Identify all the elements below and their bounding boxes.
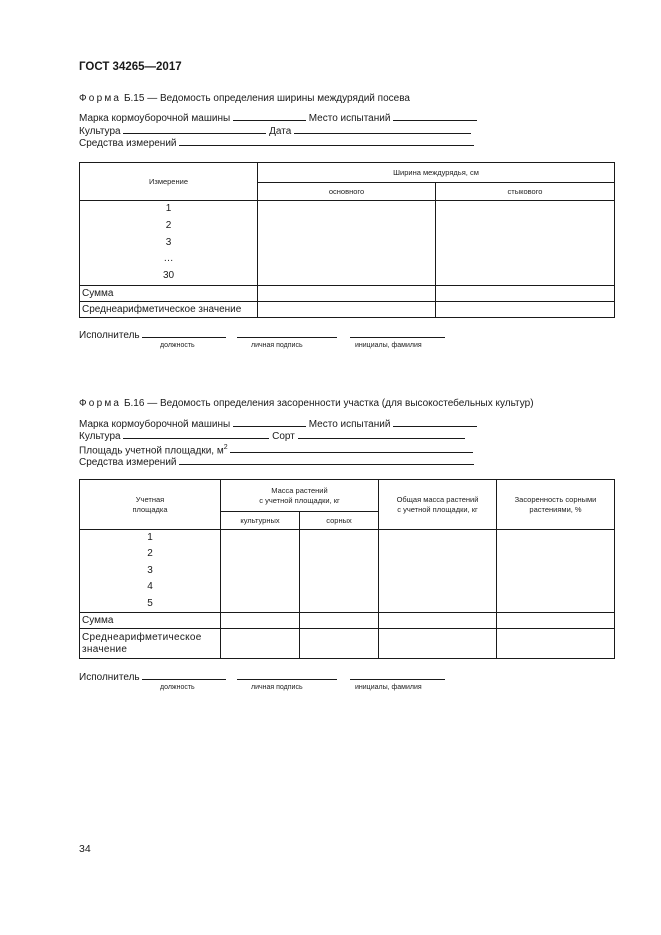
- form15-table: [79, 162, 615, 318]
- table-row: 2: [165, 219, 172, 231]
- initials-caption: инициалы, фамилия: [355, 684, 422, 691]
- form15-place-label: Место испытаний: [308, 113, 391, 124]
- initials-blank[interactable]: [350, 328, 445, 338]
- position-blank[interactable]: [142, 670, 226, 680]
- signature-blank[interactable]: [237, 328, 337, 338]
- form15-mean-label: Среднеарифметическое значение: [80, 301, 258, 317]
- form16-form-word: Форма: [79, 398, 122, 409]
- form16-sum-cult[interactable]: [221, 613, 300, 629]
- table-row: 5: [147, 597, 153, 609]
- signature-blank[interactable]: [237, 670, 337, 680]
- form16-mean-cult[interactable]: [221, 629, 300, 659]
- form15-col-main: основного: [258, 183, 436, 201]
- form16-mean-weed[interactable]: [300, 629, 379, 659]
- form15-caption: [79, 93, 410, 104]
- form16-mean-line1: Среднеарифметическое: [82, 631, 202, 643]
- form16-col-mass-line1: Масса растений: [271, 485, 328, 495]
- form16-field-row-2: [79, 429, 465, 443]
- executor-label: Исполнитель: [79, 330, 140, 341]
- form16-mean-infest[interactable]: [497, 629, 615, 659]
- form16-area-superscript: 2: [223, 444, 228, 451]
- form15-mean-main[interactable]: [258, 301, 436, 317]
- form16-sum-total[interactable]: [379, 613, 497, 629]
- document-code: ГОСТ 34265—2017: [79, 61, 182, 73]
- table-row: 4: [147, 581, 153, 593]
- form16-sum-infest[interactable]: [497, 613, 615, 629]
- table-row: 30: [162, 270, 175, 282]
- form15-form-word: Форма: [79, 93, 122, 104]
- personal-signature-caption: личная подпись: [251, 684, 303, 691]
- form16-mean-label: [80, 629, 221, 659]
- form16-sort-label: Сорт: [272, 431, 295, 442]
- form16-place-label: Место испытаний: [308, 419, 391, 430]
- form15-signature-line: [79, 328, 445, 341]
- form16-col-plot: [80, 480, 221, 530]
- executor-label: Исполнитель: [79, 672, 140, 683]
- form16-area-blank[interactable]: [230, 443, 473, 453]
- table-row: 3: [165, 236, 172, 248]
- form15-caption-text: Б.15 — Ведомость определения ширины междурядий посева: [123, 93, 410, 104]
- form16-col-total: [379, 480, 497, 530]
- form16-cell-infest[interactable]: [497, 530, 615, 613]
- form15-mean-joint[interactable]: [436, 301, 615, 317]
- form15-col-measure: Измерение: [80, 163, 258, 201]
- form16-mean-line2: значение: [82, 643, 128, 655]
- form15-date-blank[interactable]: [294, 124, 471, 134]
- form16-col-infest-line2: растениями, %: [529, 504, 582, 514]
- form16-row-numbers: [80, 530, 221, 613]
- form16-machine-blank[interactable]: [233, 417, 306, 427]
- form16-tools-blank[interactable]: [179, 455, 474, 465]
- form16-cell-weed[interactable]: [300, 530, 379, 613]
- form16-col-mass: [221, 480, 379, 512]
- form15-sum-label: Сумма: [80, 285, 258, 301]
- initials-blank[interactable]: [350, 670, 445, 680]
- form15-sum-main[interactable]: [258, 285, 436, 301]
- form16-col-plot-line2: площадка: [132, 504, 168, 514]
- form16-culture-label: Культура: [79, 431, 121, 442]
- form15-row-numbers: [80, 201, 258, 286]
- position-blank[interactable]: [142, 328, 226, 338]
- form16-col-plot-line1: Учетная: [135, 494, 165, 504]
- form15-date-label: Дата: [269, 126, 292, 137]
- personal-signature-caption: личная подпись: [251, 342, 303, 349]
- form16-signature-line: [79, 670, 445, 683]
- table-row: …: [163, 253, 174, 265]
- form16-col-total-line1: Общая масса растений: [396, 494, 479, 504]
- form16-mean-total[interactable]: [379, 629, 497, 659]
- form16-place-blank[interactable]: [393, 417, 477, 427]
- table-row: 3: [147, 564, 153, 576]
- form15-machine-label: Марка кормоуборочной машины: [79, 113, 231, 124]
- form16-cell-total[interactable]: [379, 530, 497, 613]
- form15-sum-joint[interactable]: [436, 285, 615, 301]
- form16-sort-blank[interactable]: [298, 429, 465, 439]
- form16-col-weed: сорных: [300, 512, 379, 530]
- position-caption: должность: [160, 342, 195, 349]
- form15-field-row-1: [79, 111, 477, 125]
- form16-culture-blank[interactable]: [123, 429, 269, 439]
- form16-table: [79, 479, 615, 659]
- form15-cell-main[interactable]: [258, 201, 436, 286]
- page-number: 34: [79, 843, 91, 855]
- form16-caption: [79, 398, 534, 409]
- form15-field-row-3: [79, 136, 474, 150]
- form15-col-width: Ширина междурядья, см: [258, 163, 615, 183]
- form16-sum-label: Сумма: [80, 613, 221, 629]
- form16-col-infest: [497, 480, 615, 530]
- table-row: 1: [165, 203, 172, 214]
- form15-tools-label: Средства измерений: [79, 138, 177, 149]
- form16-col-infest-line1: Засоренность сорными: [514, 494, 597, 504]
- form15-col-joint: стыкового: [436, 183, 615, 201]
- form16-cell-cult[interactable]: [221, 530, 300, 613]
- form16-caption-text: Б.16 — Ведомость определения засоренности участка (для высокостебельных культур): [123, 398, 534, 409]
- form15-culture-label: Культура: [79, 126, 121, 137]
- form16-col-mass-line2: с учетной площадки, кг: [259, 495, 340, 505]
- form15-tools-blank[interactable]: [179, 136, 474, 146]
- form16-col-cult: культурных: [221, 512, 300, 530]
- table-row: 1: [147, 532, 153, 543]
- form15-culture-blank[interactable]: [123, 124, 266, 134]
- table-row: 2: [147, 548, 153, 560]
- form16-machine-label: Марка кормоуборочной машины: [79, 419, 231, 430]
- form15-machine-blank[interactable]: [233, 111, 306, 121]
- form16-sum-weed[interactable]: [300, 613, 379, 629]
- form16-tools-label: Средства измерений: [79, 457, 177, 468]
- form16-col-total-line2: с учетной площадки, кг: [397, 504, 478, 514]
- form15-place-blank[interactable]: [393, 111, 477, 121]
- initials-caption: инициалы, фамилия: [355, 342, 422, 349]
- position-caption: должность: [160, 684, 195, 691]
- form15-cell-joint[interactable]: [436, 201, 615, 286]
- form16-area-label: Площадь учетной площадки, м: [79, 445, 224, 457]
- form16-field-row-4: [79, 455, 474, 469]
